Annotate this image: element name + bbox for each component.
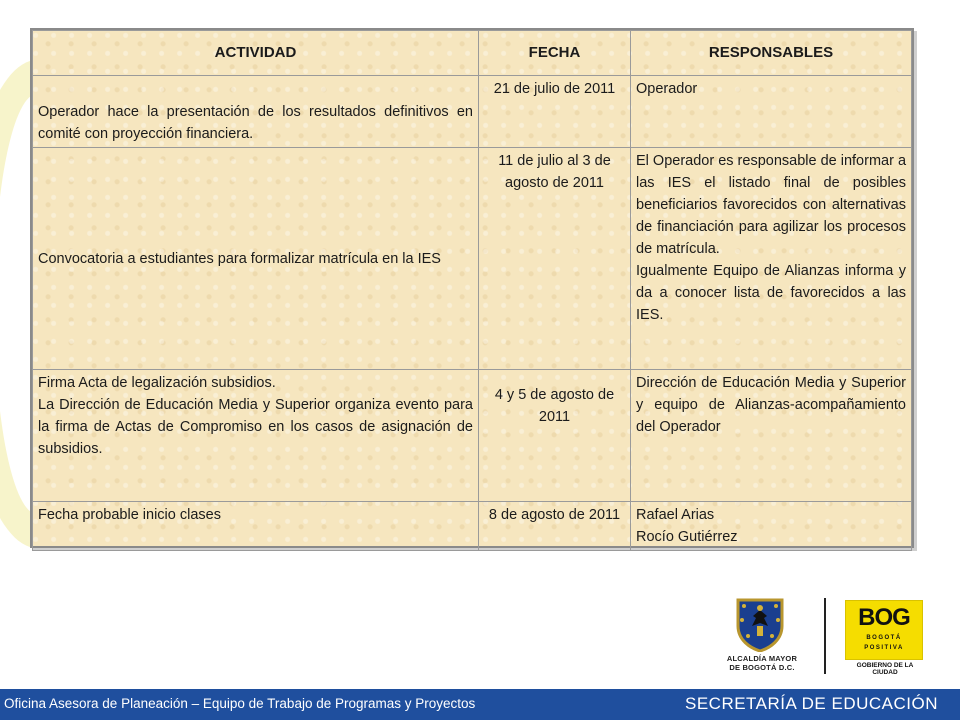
table-row — [33, 502, 912, 551]
cell-responsables — [631, 148, 912, 370]
cell-actividad: Fecha probable inicio clases — [33, 502, 479, 551]
bog-sub-2: POSITIVA — [864, 645, 904, 651]
cell-fecha: 8 de agosto de 2011 — [479, 502, 631, 551]
cell-fecha: 11 de julio al 3 de agosto de 2011 — [479, 148, 631, 370]
alcaldia-line-2: DE BOGOTÁ D.C. — [729, 663, 795, 672]
alcaldia-line-1: ALCALDÍA MAYOR — [726, 654, 798, 663]
cell-responsables — [631, 502, 912, 551]
logos-area — [712, 596, 927, 676]
logo-divider — [824, 598, 826, 674]
table-row — [33, 148, 912, 370]
table-row — [33, 76, 912, 148]
bogota-positiva-logo — [845, 600, 923, 660]
actividad-title: Firma Acta de legalización subsidios. — [38, 375, 276, 391]
responsable-name: Rafael Arias — [636, 507, 715, 523]
footer-secretaria-text: SECRETARÍA DE EDUCACIÓN — [684, 694, 938, 713]
header-actividad: ACTIVIDAD — [33, 31, 479, 76]
cell-actividad — [33, 370, 479, 502]
responsable-name: Rocío Gutiérrez — [636, 529, 738, 545]
cell-fecha: 4 y 5 de agosto de 2011 — [479, 370, 631, 502]
header-responsables: RESPONSABLES — [631, 31, 912, 76]
bogota-coat-of-arms-icon — [734, 596, 786, 652]
alcaldia-label — [712, 654, 812, 672]
responsables-paragraph: Igualmente Equipo de Alianzas informa y da a conocer lista de favorecidos a las IES. — [636, 263, 906, 323]
actividad-description: La Dirección de Educación Media y Superior organiza evento para la firma de Actas de Compromiso en los casos de asignación de subsidios. — [38, 397, 473, 457]
bog-sub-1: BOGOTÁ — [866, 635, 902, 641]
table-row — [33, 370, 912, 502]
cell-responsables: Dirección de Educación Media y Superior y equipo de Alianzas-acompañamiento del Operador — [631, 370, 912, 502]
cell-responsables: Operador — [631, 76, 912, 148]
footer-bar — [0, 689, 960, 720]
activity-table — [32, 30, 912, 551]
gobierno-label: GOBIERNO DE LA CIUDAD — [856, 662, 914, 676]
footer-office-text: Oficina Asesora de Planeación – Equipo de Trabajo de Programas y Proyectos — [4, 696, 476, 711]
bog-title: BOG — [858, 604, 910, 631]
cell-fecha: 21 de julio de 2011 — [479, 76, 631, 148]
cell-actividad: Operador hace la presentación de los resultados definitivos en comité con proyección financiera. — [33, 76, 479, 148]
table-header-row — [33, 31, 912, 76]
activity-table-container — [30, 28, 914, 548]
responsables-paragraph: El Operador es responsable de informar a las IES el listado final de posibles beneficiarios favorecidos con alternativas de financiación para agilizar los procesos de matrícula. — [636, 153, 907, 257]
cell-actividad: Convocatoria a estudiantes para formalizar matrícula en la IES — [33, 148, 479, 370]
header-fecha: FECHA — [479, 31, 631, 76]
